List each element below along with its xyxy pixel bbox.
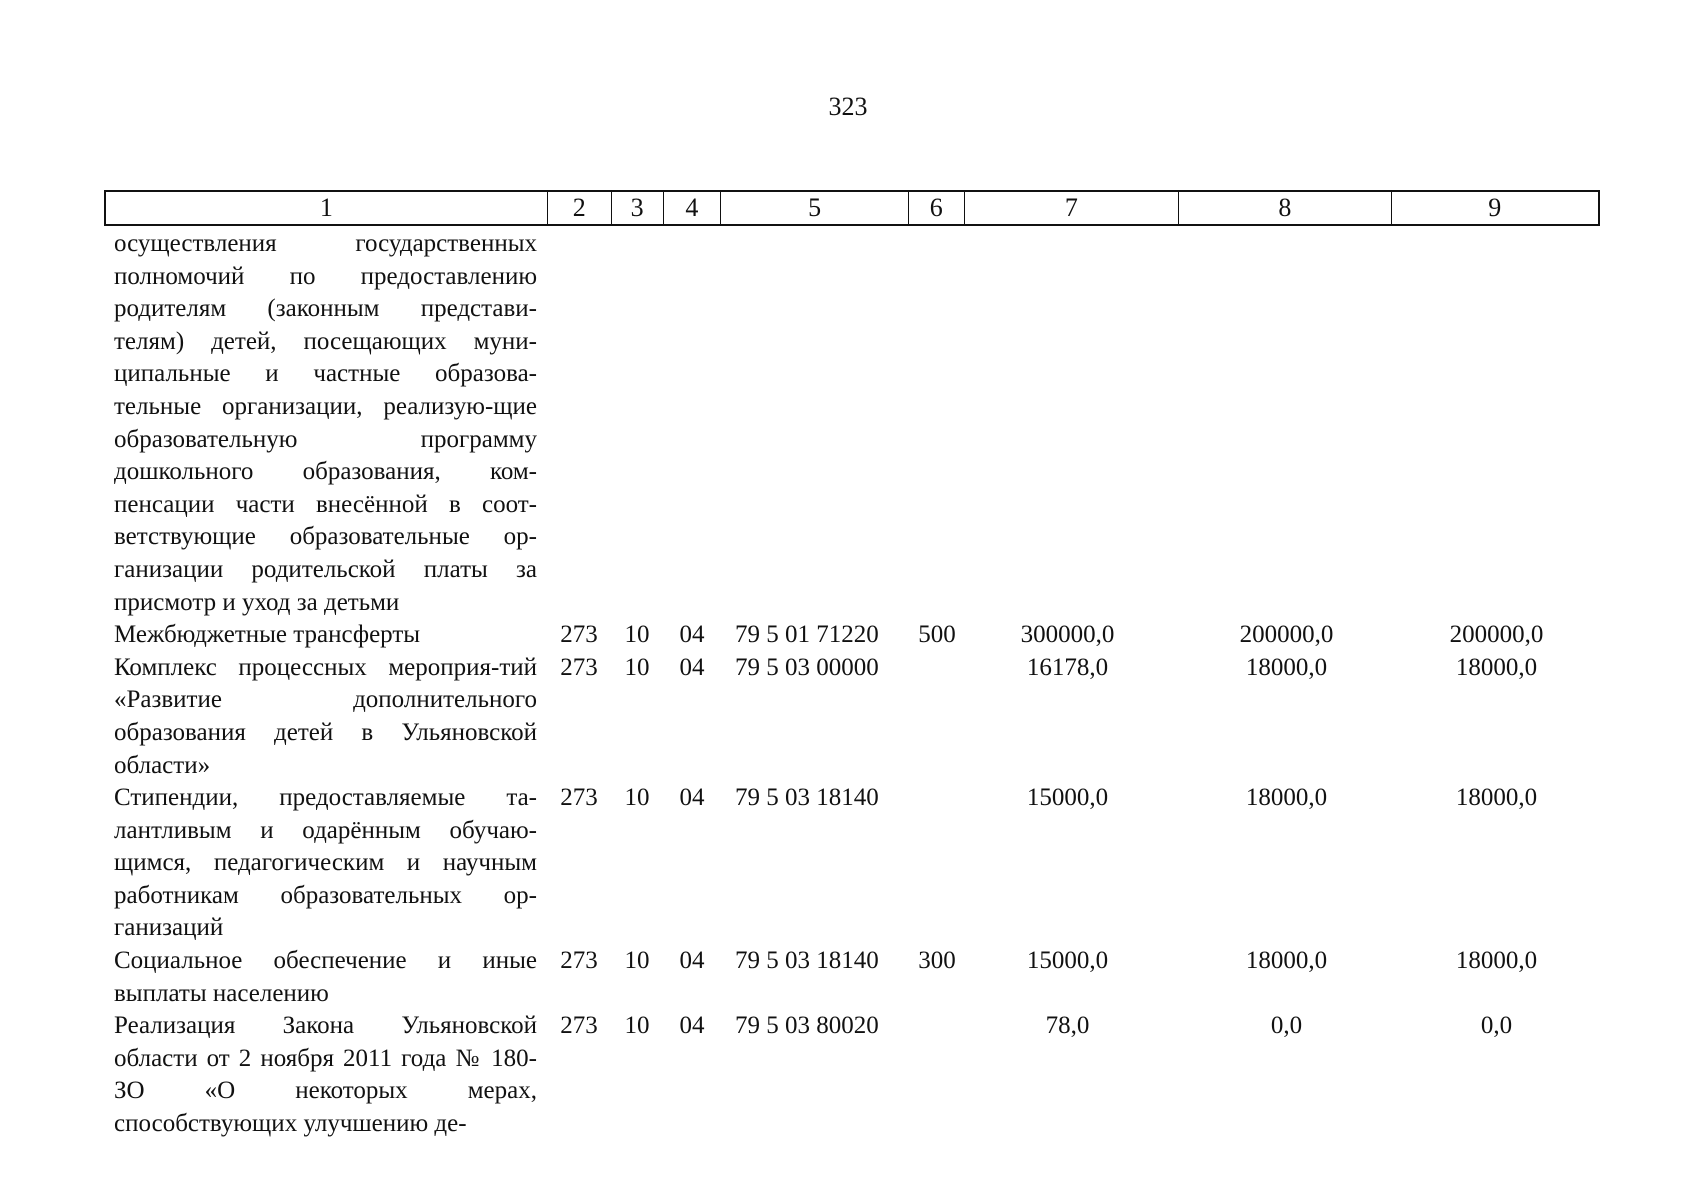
cell-code-4: 04 (679, 1012, 705, 1040)
row-name: Комплекс процессных мероприя-тий «Развитие дополнительного образования детей в Ульяновской области» (114, 653, 537, 779)
column-header-3: 3 (612, 192, 664, 224)
cell-amount-9: 200000,0 (1449, 621, 1544, 649)
cell-code-3: 10 (624, 1012, 650, 1040)
column-header-1: 1 (106, 192, 548, 224)
column-header-7: 7 (965, 192, 1179, 224)
cell-code-3: 10 (624, 621, 650, 649)
cell-amount-7: 15000,0 (1026, 947, 1109, 975)
column-header-4: 4 (664, 192, 722, 224)
cell-code-3: 10 (624, 947, 650, 975)
cell-amount-8: 18000,0 (1245, 784, 1328, 812)
column-header-9: 9 (1488, 193, 1502, 222)
cell-amount-7: 300000,0 (1020, 621, 1115, 649)
cell-code-5: 79 5 03 18140 (735, 947, 879, 975)
cell-amount-9: 0,0 (1480, 1012, 1513, 1040)
cell-code-5: 79 5 01 71220 (735, 621, 879, 649)
cell-code-5: 79 5 03 80020 (735, 1012, 879, 1040)
table-row (104, 945, 1600, 1010)
cell-code-6: 300 (918, 947, 956, 975)
column-header-6: 6 (909, 192, 965, 224)
page-number: 323 (828, 92, 868, 121)
row-name: Реализация Закона Ульяновской области от 2 ноября 2011 года № 180-ЗО «О некоторых мерах, способствующих улучшению де- (114, 1012, 537, 1138)
cell-amount-9: 18000,0 (1455, 653, 1538, 681)
table-row (104, 1010, 1600, 1140)
cell-amount-8: 18000,0 (1245, 947, 1328, 975)
row-name: Межбюджетные трансферты (114, 621, 421, 649)
cell-code-4: 04 (679, 621, 705, 649)
table-row (104, 652, 1600, 782)
cell-code-5: 79 5 03 18140 (735, 784, 879, 812)
table-row (104, 228, 1600, 619)
cell-code-2: 273 (560, 621, 598, 649)
cell-code-5: 79 5 03 00000 (735, 653, 879, 681)
cell-code-2: 273 (560, 784, 598, 812)
cell-amount-7: 15000,0 (1026, 784, 1109, 812)
column-header-2: 2 (548, 192, 612, 224)
cell-amount-7: 16178,0 (1026, 653, 1109, 681)
cell-code-4: 04 (679, 947, 705, 975)
cell-amount-9: 18000,0 (1455, 947, 1538, 975)
cell-code-4: 04 (679, 653, 705, 681)
cell-amount-9: 18000,0 (1455, 784, 1538, 812)
cell-amount-8: 200000,0 (1239, 621, 1334, 649)
column-header-8: 8 (1179, 192, 1391, 224)
cell-amount-7: 78,0 (1045, 1012, 1090, 1040)
cell-amount-8: 18000,0 (1245, 653, 1328, 681)
cell-code-6: 500 (918, 621, 956, 649)
row-name: осуществления государственных полномочий по предоставлению родителям (законным представи-телям) детей, посещающих муни-ципальные и частные образова-тельные организации, реализую-щие образовательную программу дошкольного образования, ком-пенсации части внесённой в соот-ветствующие образовательные ор-ганизации родительской платы за присмотр и уход за детьми (114, 230, 537, 616)
table-row (104, 619, 1600, 652)
cell-amount-8: 0,0 (1270, 1012, 1303, 1040)
column-header-5: 5 (721, 192, 909, 224)
cell-code-2: 273 (560, 653, 598, 681)
row-name: Стипендии, предоставляемые та-лантливым и одарённым обучаю-щимся, педагогическим и научным работникам образовательных ор-ганизаций (114, 784, 537, 942)
table-header-row (104, 190, 1600, 226)
cell-code-4: 04 (679, 784, 705, 812)
cell-code-2: 273 (560, 947, 598, 975)
table-body (104, 228, 1600, 1141)
cell-code-3: 10 (624, 784, 650, 812)
row-name: Социальное обеспечение и иные выплаты населению (114, 947, 537, 1007)
cell-code-2: 273 (560, 1012, 598, 1040)
table-row (104, 782, 1600, 945)
cell-code-3: 10 (624, 653, 650, 681)
